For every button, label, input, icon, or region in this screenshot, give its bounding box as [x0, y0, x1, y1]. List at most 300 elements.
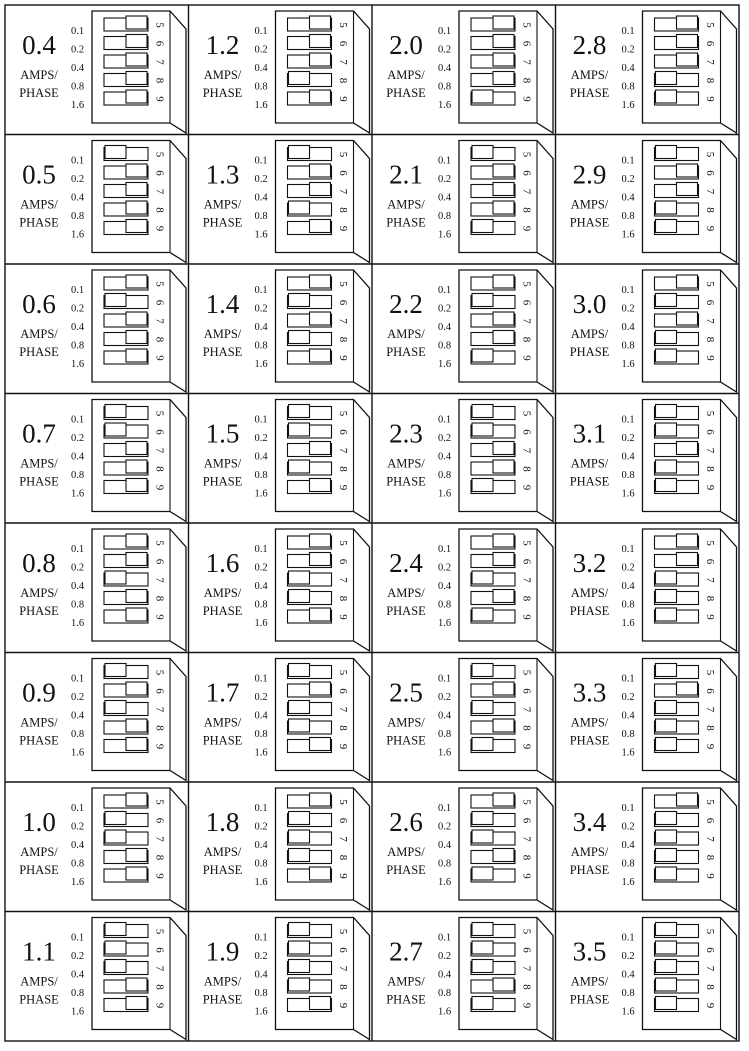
switch-number: 9 [336, 1002, 349, 1009]
switch-lever [289, 960, 310, 973]
switch-number: 7 [520, 318, 533, 324]
table-cell [570, 141, 737, 263]
switch-lever [472, 923, 493, 936]
weight-label: 0.1 [254, 803, 268, 814]
amps-value: 1.3 [205, 159, 240, 190]
switch-lever [126, 978, 147, 991]
weight-label: 0.4 [71, 451, 85, 463]
switch-number: 8 [520, 854, 533, 861]
table-cell [19, 788, 186, 910]
weight-label: 0.8 [71, 81, 85, 93]
weight-label: 1.6 [71, 100, 85, 111]
unit-label: AMPS/ [20, 586, 58, 600]
switch-number: 8 [336, 77, 349, 84]
switch-number: 6 [520, 688, 533, 694]
switch-number: 9 [703, 743, 716, 750]
unit-label: AMPS/ [570, 68, 609, 82]
unit-label: AMPS/ [203, 715, 242, 730]
switch-number: 5 [153, 410, 166, 417]
switch-number: 7 [520, 577, 533, 583]
switch-number: 9 [153, 484, 166, 491]
switch-lever [493, 53, 514, 66]
unit-label: PHASE [202, 86, 243, 100]
switch-lever [677, 534, 698, 547]
switch-number: 5 [153, 540, 166, 546]
switch-number: 7 [703, 447, 716, 454]
switch-lever [289, 72, 310, 85]
switch-number: 6 [336, 40, 349, 47]
weight-label: 0.4 [621, 322, 635, 333]
switch-lever [656, 423, 677, 436]
weight-label: 1.6 [254, 229, 268, 241]
weight-label: 0.4 [621, 581, 635, 592]
weight-label: 0.4 [71, 840, 85, 851]
switch-lever [105, 923, 126, 936]
switch-lever [677, 682, 698, 695]
unit-label: PHASE [19, 86, 59, 100]
switch-number: 5 [520, 928, 533, 935]
weight-label: 0.4 [438, 451, 452, 463]
table-cell [386, 270, 553, 392]
weight-label: 1.6 [438, 877, 452, 888]
switch-number: 7 [336, 965, 349, 972]
switch-number: 7 [336, 318, 349, 324]
switch-number: 7 [520, 447, 533, 454]
weight-label: 0.2 [621, 821, 635, 833]
unit-label: PHASE [202, 215, 243, 230]
switch-lever [656, 960, 677, 973]
amps-value: 0.4 [22, 30, 56, 60]
amps-value: 2.6 [389, 807, 423, 837]
weight-label: 0.8 [254, 858, 268, 870]
weight-label: 0.1 [621, 673, 635, 685]
weight-label: 0.8 [621, 599, 635, 611]
switch-number: 6 [336, 947, 349, 953]
weight-label: 0.1 [621, 932, 635, 944]
switch-number: 6 [520, 558, 533, 565]
switch-lever [472, 294, 493, 307]
table-cell [19, 918, 186, 1040]
switch-lever [289, 590, 310, 603]
weight-label: 0.4 [438, 969, 452, 981]
weight-label: 0.8 [254, 81, 268, 93]
table-cell [570, 529, 737, 651]
table-cell [386, 141, 553, 263]
unit-label: AMPS/ [203, 586, 242, 600]
weight-label: 0.1 [621, 26, 635, 37]
switch-lever [105, 571, 126, 584]
switch-lever [310, 997, 331, 1010]
switch-lever [105, 830, 126, 843]
switch-number: 6 [703, 299, 716, 306]
switch-lever [310, 534, 331, 547]
switch-lever [656, 830, 677, 843]
weight-label: 0.8 [71, 340, 85, 352]
switch-lever [105, 812, 126, 825]
switch-lever [472, 220, 493, 233]
switch-lever [105, 405, 126, 418]
table-cell [570, 400, 737, 522]
weight-label: 0.2 [71, 951, 85, 962]
switch-lever [472, 867, 493, 880]
weight-label: 0.1 [621, 544, 635, 555]
switch-lever [493, 553, 514, 566]
switch-number: 5 [153, 799, 166, 805]
switch-number: 7 [153, 59, 166, 65]
unit-label: AMPS/ [20, 974, 58, 989]
switch-lever [289, 719, 310, 732]
switch-lever [656, 608, 677, 621]
switch-lever [472, 90, 493, 103]
amps-value: 3.1 [572, 418, 607, 449]
unit-label: PHASE [202, 474, 243, 489]
weight-label: 0.8 [71, 599, 85, 611]
weight-label: 0.2 [621, 951, 635, 962]
weight-label: 0.8 [71, 729, 85, 740]
switch-number: 9 [153, 96, 166, 102]
amps-value: 2.2 [389, 289, 423, 319]
weight-label: 0.1 [254, 285, 268, 296]
switch-number: 8 [153, 854, 166, 861]
switch-lever [126, 997, 147, 1010]
switch-lever [493, 849, 514, 862]
switch-number: 8 [703, 854, 716, 861]
switch-lever [310, 164, 331, 177]
switch-number: 8 [336, 725, 349, 731]
weight-label: 0.4 [254, 322, 268, 333]
switch-lever [656, 978, 677, 991]
switch-lever [656, 941, 677, 954]
table-cell [570, 270, 737, 392]
switch-number: 7 [336, 447, 349, 454]
weight-label: 0.2 [71, 44, 85, 56]
weight-label: 1.6 [621, 1006, 635, 1018]
switch-lever [126, 479, 147, 492]
switch-lever [126, 183, 147, 196]
weight-label: 0.2 [71, 821, 85, 833]
switch-lever [289, 701, 310, 714]
weight-label: 0.1 [621, 285, 635, 296]
weight-label: 0.4 [438, 192, 452, 204]
switch-number: 6 [703, 817, 716, 824]
weight-label: 0.1 [71, 673, 85, 685]
switch-lever [310, 183, 331, 196]
switch-number: 6 [336, 170, 349, 176]
weight-label: 0.2 [254, 562, 268, 574]
switch-number: 5 [703, 669, 716, 676]
weight-label: 0.4 [438, 710, 452, 722]
weight-label: 1.6 [438, 100, 452, 111]
switch-number: 5 [520, 669, 533, 676]
switch-lever [472, 405, 493, 418]
weight-label: 1.6 [71, 488, 85, 500]
amps-value: 1.2 [205, 30, 240, 60]
switch-number: 7 [153, 188, 166, 195]
switch-lever [289, 941, 310, 954]
weight-label: 0.8 [438, 599, 452, 611]
switch-lever [493, 460, 514, 473]
unit-label: AMPS/ [387, 456, 425, 471]
weight-label: 0.2 [254, 433, 268, 444]
weight-label: 1.6 [621, 100, 635, 111]
table-cell [19, 141, 186, 263]
weight-label: 0.2 [254, 951, 268, 962]
amps-value: 2.0 [389, 30, 423, 60]
weight-label: 1.6 [71, 1006, 85, 1018]
weight-label: 0.8 [621, 81, 635, 93]
switch-lever [126, 53, 147, 66]
switch-number: 7 [520, 965, 533, 972]
switch-lever [677, 793, 698, 806]
weight-label: 0.1 [621, 414, 635, 426]
switch-lever [310, 349, 331, 362]
switch-lever [105, 941, 126, 954]
switch-lever [126, 867, 147, 880]
switch-lever [310, 608, 331, 621]
table-cell [203, 788, 370, 910]
switch-lever [677, 53, 698, 66]
switch-number: 6 [520, 40, 533, 47]
unit-label: PHASE [569, 345, 610, 359]
switch-lever [289, 146, 310, 159]
switch-lever [493, 275, 514, 288]
weight-label: 0.2 [254, 692, 268, 703]
weight-label: 0.4 [254, 969, 268, 981]
unit-label: AMPS/ [387, 327, 425, 341]
weight-label: 0.1 [438, 544, 452, 555]
switch-number: 8 [703, 336, 716, 343]
weight-label: 0.1 [254, 414, 268, 426]
weight-label: 0.2 [621, 44, 635, 56]
switch-lever [105, 664, 126, 677]
weight-label: 0.8 [254, 988, 268, 999]
amps-value: 1.1 [22, 936, 56, 967]
table-cell [570, 11, 737, 133]
switch-lever [289, 571, 310, 584]
switch-lever [310, 738, 331, 751]
weight-label: 0.1 [438, 932, 452, 944]
switch-number: 9 [336, 484, 349, 491]
weight-label: 0.2 [621, 562, 635, 574]
switch-lever [656, 719, 677, 732]
amps-value: 1.5 [205, 418, 240, 449]
amps-value: 2.7 [389, 936, 423, 967]
weight-label: 0.4 [254, 840, 268, 851]
weight-label: 0.4 [71, 581, 85, 592]
switch-lever [105, 960, 126, 973]
unit-label: PHASE [19, 604, 59, 618]
switch-number: 5 [703, 281, 716, 287]
unit-label: PHASE [19, 733, 59, 748]
switch-number: 5 [703, 151, 716, 158]
switch-lever [126, 534, 147, 547]
weight-label: 0.4 [438, 322, 452, 333]
switch-number: 7 [336, 706, 349, 713]
unit-label: PHASE [386, 474, 426, 489]
weight-label: 0.1 [254, 155, 268, 167]
weight-label: 0.8 [438, 81, 452, 93]
switch-lever [656, 849, 677, 862]
switch-lever [126, 608, 147, 621]
switch-lever [289, 812, 310, 825]
weight-label: 0.1 [438, 26, 452, 37]
amps-value: 2.3 [389, 418, 423, 449]
switch-number: 9 [703, 225, 716, 232]
unit-label: PHASE [19, 345, 59, 359]
weight-label: 0.1 [438, 155, 452, 167]
switch-number: 8 [703, 725, 716, 731]
switch-number: 8 [153, 725, 166, 731]
switch-lever [310, 553, 331, 566]
weight-label: 0.8 [438, 858, 452, 870]
switch-number: 5 [520, 799, 533, 805]
switch-lever [126, 90, 147, 103]
switch-lever [656, 146, 677, 159]
weight-label: 0.4 [438, 63, 452, 74]
amps-value: 1.7 [205, 677, 240, 708]
amps-value: 1.4 [205, 289, 240, 319]
switch-number: 8 [520, 984, 533, 990]
table-cell [570, 918, 737, 1040]
weight-label: 0.1 [71, 414, 85, 426]
table-cell [19, 659, 186, 781]
weight-label: 0.1 [254, 932, 268, 944]
weight-label: 0.8 [438, 729, 452, 740]
weight-label: 1.6 [254, 1006, 268, 1018]
switch-number: 5 [336, 151, 349, 158]
weight-label: 0.4 [71, 969, 85, 981]
switch-lever [493, 719, 514, 732]
switch-lever [472, 349, 493, 362]
switch-lever [656, 72, 677, 85]
table-cell [386, 788, 553, 910]
unit-label: AMPS/ [387, 586, 425, 600]
weight-label: 0.4 [621, 969, 635, 981]
weight-label: 1.6 [254, 488, 268, 500]
amps-value: 2.9 [572, 159, 607, 190]
switch-lever [493, 312, 514, 325]
switch-lever [472, 664, 493, 677]
switch-lever [126, 312, 147, 325]
weight-label: 0.4 [71, 322, 85, 333]
unit-label: PHASE [386, 992, 426, 1007]
switch-lever [126, 849, 147, 862]
weight-label: 0.2 [71, 174, 85, 185]
table-cell [386, 529, 553, 651]
switch-lever [677, 35, 698, 48]
switch-number: 8 [520, 725, 533, 731]
switch-lever [105, 423, 126, 436]
switch-number: 9 [520, 743, 533, 750]
weight-label: 0.8 [71, 470, 85, 481]
switch-number: 9 [153, 355, 166, 361]
weight-label: 1.6 [438, 488, 452, 500]
weight-label: 0.1 [71, 26, 85, 37]
switch-number: 9 [520, 225, 533, 232]
switch-number: 9 [336, 355, 349, 361]
table-cell [203, 400, 370, 522]
weight-label: 0.8 [621, 340, 635, 352]
weight-label: 1.6 [71, 229, 85, 241]
switch-lever [289, 201, 310, 214]
weight-label: 0.4 [621, 710, 635, 722]
switch-lever [289, 294, 310, 307]
switch-number: 5 [153, 151, 166, 158]
weight-label: 0.4 [438, 840, 452, 851]
switch-lever [677, 553, 698, 566]
switch-lever [289, 923, 310, 936]
switch-number: 7 [703, 706, 716, 713]
weight-label: 0.8 [621, 858, 635, 870]
unit-label: PHASE [386, 604, 426, 618]
switch-lever [493, 331, 514, 344]
switch-number: 6 [703, 558, 716, 565]
switch-lever [126, 275, 147, 288]
weight-label: 1.6 [254, 877, 268, 888]
weight-label: 0.8 [621, 211, 635, 222]
switch-lever [472, 738, 493, 751]
weight-label: 0.2 [254, 44, 268, 56]
unit-label: PHASE [386, 215, 426, 230]
amps-value: 1.9 [205, 936, 240, 967]
switch-number: 6 [520, 817, 533, 824]
switch-lever [289, 331, 310, 344]
weight-label: 0.2 [254, 174, 268, 185]
weight-label: 0.2 [71, 562, 85, 574]
switch-number: 5 [336, 799, 349, 805]
switch-number: 7 [153, 318, 166, 324]
switch-number: 6 [336, 688, 349, 694]
weight-label: 0.2 [621, 174, 635, 185]
amps-value: 2.1 [389, 159, 423, 190]
weight-label: 0.8 [438, 340, 452, 352]
switch-lever [677, 16, 698, 29]
switch-number: 9 [703, 1002, 716, 1009]
switch-lever [472, 960, 493, 973]
amps-value: 1.6 [205, 548, 240, 578]
weight-label: 1.6 [254, 359, 268, 370]
weight-label: 0.1 [254, 544, 268, 555]
switch-number: 8 [520, 466, 533, 472]
switch-number: 8 [336, 984, 349, 990]
switch-number: 9 [153, 614, 166, 620]
switch-number: 9 [703, 484, 716, 491]
switch-number: 9 [520, 96, 533, 102]
switch-number: 9 [336, 96, 349, 102]
unit-label: PHASE [19, 992, 59, 1007]
switch-number: 6 [336, 429, 349, 435]
switch-lever [472, 423, 493, 436]
switch-number: 5 [153, 22, 166, 28]
unit-label: PHASE [202, 733, 243, 748]
switch-lever [472, 608, 493, 621]
amps-value: 1.8 [205, 807, 240, 837]
switch-number: 8 [336, 207, 349, 213]
weight-label: 0.8 [71, 211, 85, 222]
weight-label: 1.6 [438, 618, 452, 629]
weight-label: 1.6 [71, 877, 85, 888]
amps-value: 0.8 [22, 548, 56, 578]
switch-number: 7 [153, 836, 166, 842]
weight-label: 0.1 [71, 155, 85, 167]
switch-lever [310, 793, 331, 806]
unit-label: AMPS/ [570, 586, 609, 600]
amps-value: 2.8 [572, 30, 607, 60]
switch-lever [656, 90, 677, 103]
switch-lever [310, 312, 331, 325]
unit-label: PHASE [569, 215, 610, 230]
switch-lever [289, 830, 310, 843]
